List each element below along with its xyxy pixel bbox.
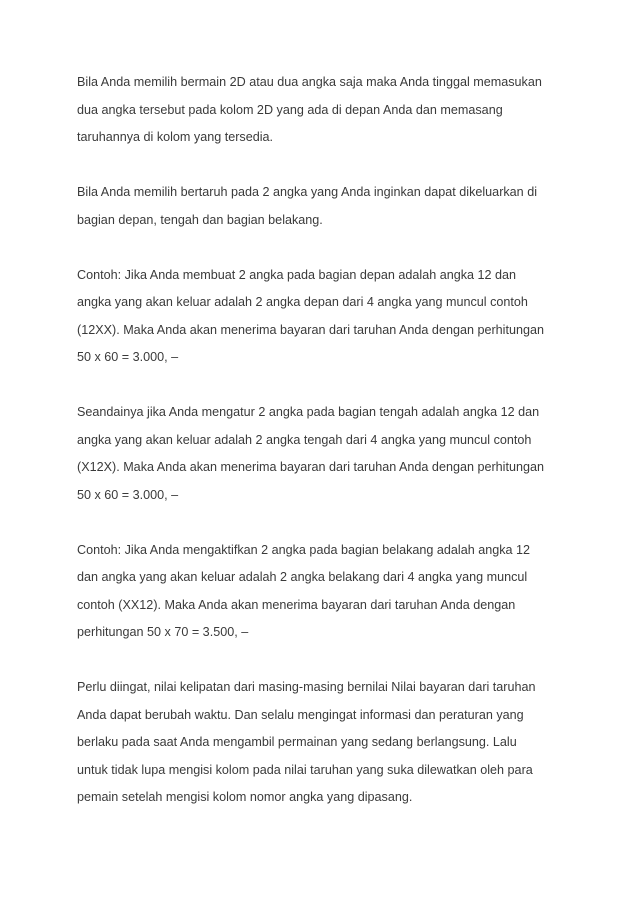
- document-body: [77, 69, 577, 839]
- text-line: Anda dapat berubah waktu. Dan selalu mengingat informasi dan peraturan yang: [77, 707, 524, 722]
- text-line: (12XX). Maka Anda akan menerima bayaran dari taruhan Anda dengan perhitungan: [77, 322, 544, 337]
- text-line: bagian depan, tengah dan bagian belakang.: [77, 212, 323, 227]
- paragraph-example-middle: [77, 399, 577, 509]
- text-line: berlaku pada saat Anda mengambil permainan yang sedang berlangsung. Lalu: [77, 735, 517, 749]
- paragraph-example-back: [77, 537, 577, 647]
- text-line: angka yang akan keluar adalah 2 angka depan dari 4 angka yang muncul contoh: [77, 295, 528, 309]
- text-line: 50 x 60 = 3.000, –: [77, 487, 179, 502]
- text-line: Bila Anda memilih bertaruh pada 2 angka yang Anda inginkan dapat dikeluarkan di: [77, 185, 537, 199]
- text-line: contoh (XX12). Maka Anda akan menerima bayaran dari taruhan Anda dengan: [77, 597, 516, 612]
- text-line: 50 x 60 = 3.000, –: [77, 350, 179, 364]
- text-line: dua angka tersebut pada kolom 2D yang ada di depan Anda dan memasang: [77, 102, 503, 117]
- text-line: untuk tidak lupa mengisi kolom pada nilai taruhan yang suka dilewatkan oleh para: [77, 762, 533, 777]
- paragraph-reminder: [77, 674, 577, 812]
- paragraph-positions: [77, 179, 577, 234]
- text-line: Perlu diingat, nilai kelipatan dari masing-masing bernilai Nilai bayaran dari taruhan: [77, 680, 536, 694]
- text-line: Bila Anda memilih bermain 2D atau dua angka saja maka Anda tinggal memasukan: [77, 75, 542, 89]
- paragraph-example-front: [77, 262, 577, 372]
- text-line: dan angka yang akan keluar adalah 2 angka belakang dari 4 angka yang muncul: [77, 570, 528, 584]
- paragraph-2d-intro: [77, 69, 577, 152]
- text-line: Seandainya jika Anda mengatur 2 angka pada bagian tengah adalah angka 12 dan: [77, 405, 540, 419]
- text-line: Contoh: Jika Anda mengaktifkan 2 angka pada bagian belakang adalah angka 12: [77, 542, 531, 557]
- text-line: perhitungan 50 x 70 = 3.500, –: [77, 625, 249, 639]
- text-line: angka yang akan keluar adalah 2 angka tengah dari 4 angka yang muncul contoh: [77, 432, 532, 447]
- text-line: pemain setelah mengisi kolom nomor angka yang dipasang.: [77, 790, 413, 804]
- text-line: taruhannya di kolom yang tersedia.: [77, 130, 274, 144]
- text-line: Contoh: Jika Anda membuat 2 angka pada bagian depan adalah angka 12 dan: [77, 267, 517, 282]
- text-line: (X12X). Maka Anda akan menerima bayaran dari taruhan Anda dengan perhitungan: [77, 460, 544, 474]
